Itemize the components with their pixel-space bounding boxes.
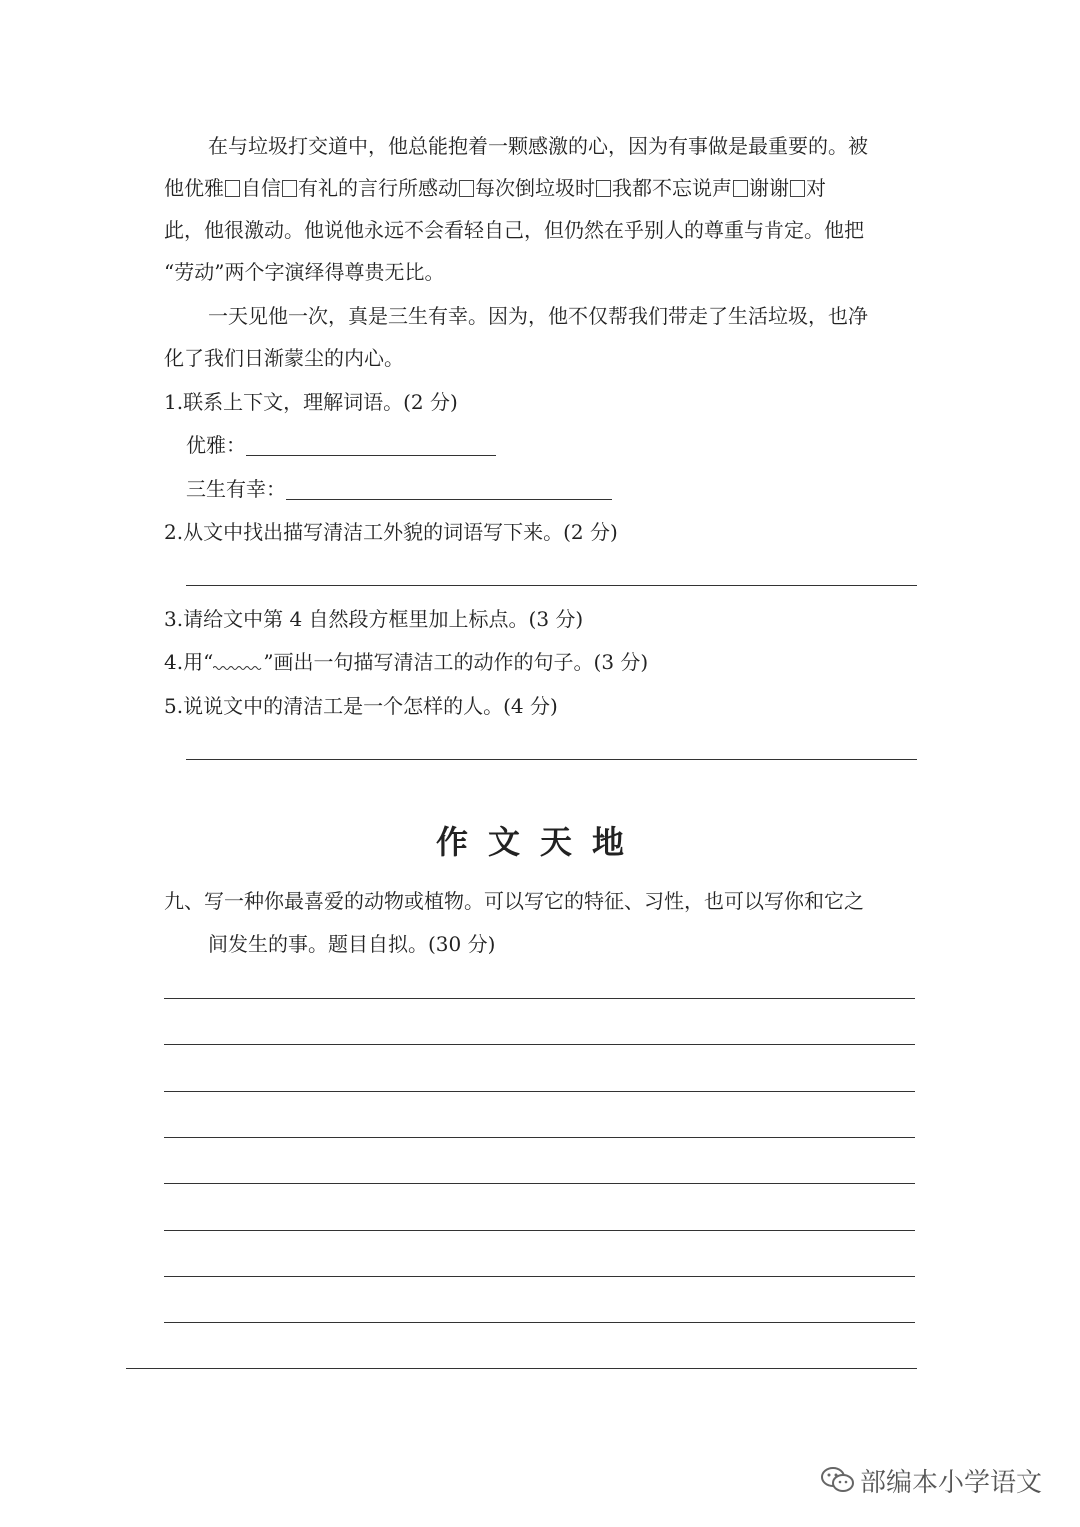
passage-line: “劳动”两个字演绎得尊贵无比。 (164, 260, 445, 284)
question-1: 1.联系上下文，理解词语。(2 分) (164, 390, 458, 414)
passage-line: 化了我们日渐蒙尘的内心。 (164, 346, 404, 370)
writing-line[interactable] (164, 998, 915, 999)
watermark (820, 1462, 1042, 1498)
answer-line[interactable] (186, 585, 917, 586)
wechat-icon (820, 1465, 856, 1495)
text-segment: 自信 (241, 176, 281, 200)
text-segment: 每次倒垃圾时 (475, 176, 595, 200)
punctuation-box[interactable] (282, 180, 297, 197)
text-segment: 对 (806, 176, 826, 200)
punctuation-box[interactable] (733, 180, 748, 197)
question-4-prefix: 4.用“ (164, 650, 214, 674)
passage-line: 在与垃圾打交道中，他总能抱着一颗感激的心，因为有事做是最重要的。被 (208, 134, 868, 158)
question-1a-label: 优雅： (186, 433, 246, 457)
punctuation-box[interactable] (790, 180, 805, 197)
footer-divider (126, 1368, 917, 1369)
text-segment: 他优雅 (164, 176, 224, 200)
passage-line: 一天见他一次，真是三生有幸。因为，他不仅帮我们带走了生活垃圾，也净 (208, 304, 868, 328)
writing-line[interactable] (164, 1044, 915, 1045)
answer-line[interactable] (186, 759, 917, 760)
passage-line: 此，他很激动。他说他永远不会看轻自己，但仍然在乎别人的尊重与肯定。他把 (164, 218, 864, 242)
answer-blank[interactable] (246, 435, 496, 456)
writing-line[interactable] (164, 1230, 915, 1231)
writing-line[interactable] (164, 1276, 915, 1277)
question-1b (186, 475, 946, 503)
passage-line-with-boxes (164, 174, 924, 202)
section-title: 作文天地 (435, 823, 644, 861)
text-segment: 谢谢 (749, 176, 789, 200)
writing-line[interactable] (164, 1322, 915, 1323)
composition-prompt: 间发生的事。题目自拟。(30 分) (208, 932, 496, 956)
question-4 (164, 648, 924, 676)
writing-line[interactable] (164, 1183, 915, 1184)
text-segment: 有礼的言行所感动 (298, 176, 458, 200)
text-segment: 我都不忘说声 (612, 176, 732, 200)
answer-blank[interactable] (286, 479, 612, 500)
question-1a (186, 431, 946, 459)
punctuation-box[interactable] (596, 180, 611, 197)
writing-line[interactable] (164, 1091, 915, 1092)
question-4-suffix: ”画出一句描写清洁工的动作的句子。(3 分) (263, 650, 649, 674)
writing-line[interactable] (164, 1137, 915, 1138)
question-5: 5.说说文中的清洁工是一个怎样的人。(4 分) (164, 694, 558, 718)
question-2: 2.从文中找出描写清洁工外貌的词语写下来。(2 分) (164, 520, 618, 544)
punctuation-box[interactable] (225, 180, 240, 197)
question-3: 3.请给文中第 4 自然段方框里加上标点。(3 分) (164, 607, 584, 631)
wavy-underline-icon (213, 653, 263, 673)
question-1b-label: 三生有幸： (186, 477, 286, 501)
composition-prompt: 九、写一种你最喜爱的动物或植物。可以写它的特征、习性，也可以写你和它之 (164, 889, 864, 913)
punctuation-box[interactable] (459, 180, 474, 197)
watermark-text: 部编本小学语文 (860, 1467, 1043, 1498)
